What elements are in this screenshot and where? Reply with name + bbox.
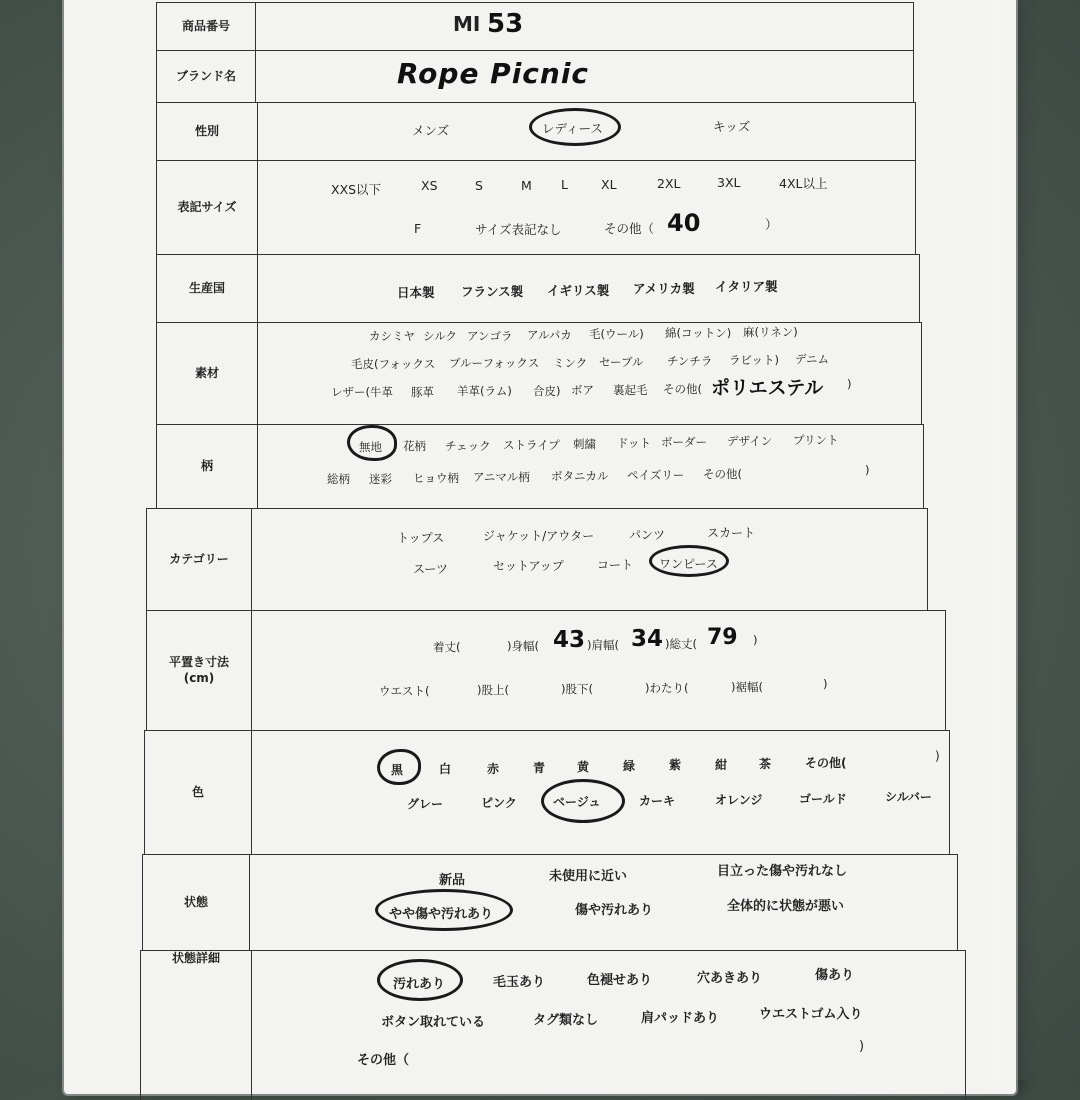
condition-slight-damage: やや傷や汚れあり — [389, 907, 494, 922]
material-r2-1: ブルーフォックス — [449, 356, 540, 370]
pattern-plain: 無地 — [359, 440, 382, 454]
meas-shoulder: )肩幅( — [587, 638, 619, 652]
color-green: 緑 — [623, 759, 636, 773]
meas-length: 着丈( — [433, 640, 461, 654]
detail-shoulder-pads: 肩パッドあり — [641, 1011, 720, 1026]
detail-no-tags: タグ類なし — [533, 1013, 599, 1028]
material-r3-5: 裏起毛 — [613, 383, 648, 397]
material-r2-3: セーブル — [599, 355, 644, 369]
material-r2-4: チンチラ — [667, 354, 713, 368]
color-brown: 茶 — [759, 757, 772, 771]
size-m: M — [521, 178, 532, 193]
detail-other-label: その他（ — [357, 1053, 410, 1068]
condition-damage: 傷や汚れあり — [575, 903, 654, 918]
material-r3-2: 羊革(ラム) — [457, 384, 512, 398]
row-condition-detail — [140, 950, 966, 1100]
color-navy: 紺 — [715, 758, 728, 772]
pattern-r2-5: ペイズリー — [627, 468, 685, 482]
size-4xl: 4XL以上 — [779, 176, 828, 191]
detail-fading: 色褪せあり — [587, 973, 653, 988]
material-r1-3: アルパカ — [527, 328, 572, 342]
pattern-r1-4: 刺繍 — [573, 437, 596, 451]
pattern-r2-1: 迷彩 — [369, 472, 392, 486]
product-no-prefix: MI — [453, 12, 481, 36]
category-skirt: スカート — [707, 526, 756, 540]
condition-new: 新品 — [439, 873, 466, 888]
detail-buttons-missing: ボタン取れている — [381, 1015, 486, 1030]
label-product-no: 商品番号 — [157, 3, 256, 50]
row-category — [146, 508, 928, 610]
condition-bad: 全体的に状態が悪い — [727, 899, 845, 914]
row-size — [156, 160, 916, 254]
condition-near-unused: 未使用に近い — [549, 869, 628, 884]
material-other-label: その他( — [663, 382, 702, 396]
category-coat: コート — [597, 558, 634, 572]
color-red: 赤 — [487, 762, 500, 776]
label-measurements-line1: 平置き寸法 — [168, 654, 229, 669]
detail-stains: 汚れあり — [393, 977, 446, 992]
meas-hem: )裾幅( — [731, 680, 763, 694]
meas-total-value: 79 — [707, 625, 738, 650]
color-other-close: ) — [935, 749, 940, 763]
size-no-label: サイズ表記なし — [475, 222, 562, 237]
row-measurements — [146, 610, 946, 730]
brand-value: Rope Picnic — [397, 57, 590, 90]
size-xs: XS — [421, 178, 438, 193]
gender-option-ladies: レディース — [542, 121, 603, 136]
pattern-r2-2: ヒョウ柄 — [413, 471, 459, 485]
row-material — [156, 322, 922, 424]
meas-rise: )股上( — [477, 683, 509, 697]
condition-no-damage: 目立った傷や汚れなし — [717, 864, 848, 879]
category-tops: トップス — [397, 531, 445, 545]
pattern-r1-5: ドット — [617, 436, 652, 450]
row-gender — [156, 102, 916, 160]
color-yellow: 黄 — [577, 760, 590, 774]
meas-hem-close: ) — [823, 677, 828, 691]
size-s: S — [475, 178, 483, 193]
material-r2-5: ラビット) — [729, 353, 780, 367]
material-r1-1: シルク — [423, 329, 457, 343]
material-r2-0: 毛皮(フォックス — [351, 357, 436, 371]
material-r1-0: カシミヤ — [369, 329, 415, 343]
color-gray: グレー — [407, 797, 444, 811]
category-setup: セットアップ — [493, 559, 564, 573]
color-beige: ベージュ — [553, 795, 601, 809]
material-r2-2: ミンク — [553, 356, 588, 370]
material-r3-1: 豚革 — [411, 385, 434, 399]
meas-inseam: )股下( — [561, 682, 593, 696]
label-condition-detail: 状態詳細 — [141, 951, 252, 1100]
row-country — [156, 254, 920, 322]
size-other-close: ） — [765, 217, 778, 232]
form-sheet — [64, 0, 1016, 1094]
label-gender: 性別 — [157, 103, 258, 160]
pattern-r2-4: ボタニカル — [551, 469, 609, 483]
pattern-r2-3: アニマル柄 — [473, 470, 530, 484]
material-r3-3: 合皮) — [533, 384, 561, 398]
meas-total-close: ) — [753, 633, 758, 647]
size-l: L — [561, 177, 568, 192]
size-xl: XL — [601, 177, 617, 192]
meas-waist: ウエスト( — [379, 684, 430, 698]
row-color — [144, 730, 950, 854]
gender-option-kids: キッズ — [713, 119, 751, 134]
row-pattern — [156, 424, 924, 508]
row-condition — [142, 854, 958, 950]
meas-thigh: )わたり( — [645, 681, 689, 695]
color-khaki: カーキ — [639, 794, 676, 808]
material-r3-4: ボア — [571, 383, 594, 397]
color-purple: 紫 — [669, 758, 682, 772]
color-gold: ゴールド — [799, 792, 847, 806]
country-japan: 日本製 — [397, 285, 435, 300]
gender-option-mens: メンズ — [412, 123, 450, 138]
pattern-r1-6: ボーダー — [661, 435, 707, 449]
label-material: 素材 — [157, 323, 258, 424]
label-color: 色 — [145, 731, 252, 854]
size-f: F — [414, 221, 422, 236]
material-other-value: ポリエステル — [711, 377, 824, 399]
size-xxs: XXS以下 — [331, 182, 382, 197]
color-white: 白 — [439, 762, 452, 776]
category-suits: スーツ — [413, 562, 448, 576]
material-r1-5: 綿(コットン) — [665, 326, 732, 340]
meas-total: )総丈( — [665, 637, 697, 651]
detail-waist-elastic: ウエストゴム入り — [759, 1007, 863, 1022]
meas-body-width: )身幅( — [507, 639, 539, 653]
category-jacket: ジャケット/アウター — [483, 529, 595, 543]
pattern-close: ) — [865, 463, 870, 477]
label-size: 表記サイズ — [157, 161, 258, 254]
size-other-value: 40 — [667, 209, 701, 237]
country-france: フランス製 — [461, 284, 524, 299]
color-blue: 青 — [533, 761, 546, 775]
label-pattern: 柄 — [157, 425, 258, 508]
color-silver: シルバー — [885, 790, 932, 804]
product-no-value: 53 — [487, 9, 524, 39]
material-r1-4: 毛(ウール) — [589, 327, 644, 341]
pattern-r2-0: 総柄 — [327, 472, 350, 486]
detail-scratches: 傷あり — [815, 968, 855, 983]
color-black: 黒 — [391, 763, 404, 777]
country-italy: イタリア製 — [715, 279, 778, 294]
material-r1-2: アンゴラ — [467, 329, 513, 343]
category-pants: パンツ — [629, 528, 666, 542]
label-country: 生産国 — [157, 255, 258, 322]
material-r3-0: レザー(牛革 — [331, 385, 393, 399]
pattern-r1-2: チェック — [445, 439, 491, 453]
label-category: カテゴリー — [147, 509, 252, 610]
detail-other-close: ) — [859, 1039, 865, 1054]
pattern-r1-1: 花柄 — [403, 439, 426, 453]
pattern-r1-7: デザイン — [727, 434, 773, 448]
row-brand — [156, 50, 914, 102]
detail-holes: 穴あきあり — [697, 971, 763, 986]
label-measurements-line2: (cm) — [183, 670, 215, 685]
label-condition: 状態 — [143, 855, 250, 950]
color-other: その他( — [805, 756, 847, 770]
country-usa: アメリカ製 — [633, 281, 695, 296]
row-product-no — [156, 2, 914, 50]
pattern-r1-8: プリント — [793, 433, 839, 447]
meas-body-width-value: 43 — [553, 627, 586, 653]
detail-pilling: 毛玉あり — [493, 975, 546, 990]
label-measurements — [147, 611, 252, 730]
pattern-r1-3: ストライプ — [503, 438, 560, 452]
material-other-close: ) — [847, 377, 852, 391]
material-r1-6: 麻(リネン) — [743, 325, 798, 339]
material-r2-6: デニム — [795, 352, 830, 366]
color-orange: オレンジ — [715, 793, 763, 807]
pattern-r2-6: その他( — [703, 467, 742, 481]
country-uk: イギリス製 — [547, 283, 610, 298]
size-3xl: 3XL — [717, 175, 741, 190]
size-other-label: その他（ — [604, 221, 655, 236]
label-brand: ブランド名 — [157, 51, 256, 102]
color-pink: ピンク — [481, 796, 517, 810]
meas-shoulder-value: 34 — [631, 626, 664, 652]
category-dress: ワンピース — [659, 557, 718, 571]
size-2xl: 2XL — [657, 176, 681, 191]
